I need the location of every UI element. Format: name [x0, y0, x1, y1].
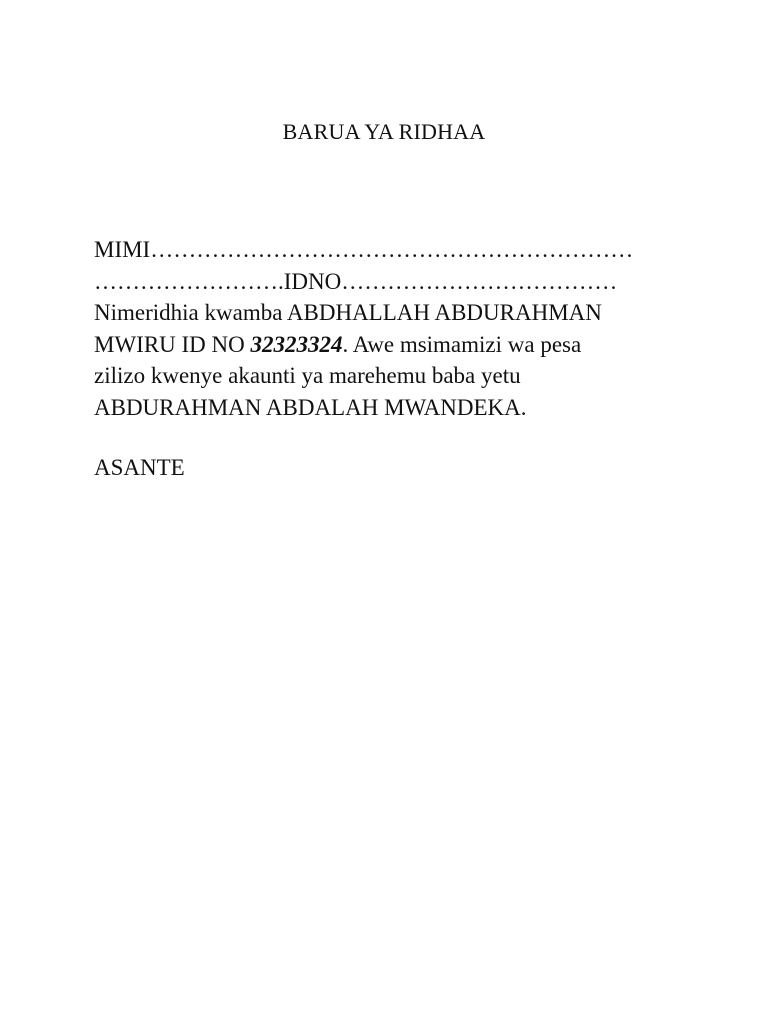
name-blank-dots-continued: …………………… — [94, 268, 278, 294]
id-line — [94, 266, 684, 298]
consent-line-4: ABDURAHMAN ABDALAH MWANDEKA. — [94, 394, 527, 420]
consent-line-1: Nimeridhia kwamba ABDHALLAH ABDURAHMAN — [94, 300, 602, 325]
closing-text: ASANTE — [94, 455, 185, 480]
letter-title: BARUA YA RIDHAA — [282, 119, 486, 144]
name-line — [94, 234, 684, 266]
id-blank-dots: ……………………………… — [341, 268, 618, 294]
id-number: 32323324 — [250, 331, 343, 357]
consent-line-2-suffix: . Awe msimamizi wa pesa — [342, 331, 582, 357]
name-label: MIMI — [94, 237, 151, 262]
consent-line-3: zilizo kwenye akaunti ya marehemu baba yetu — [94, 363, 521, 388]
id-label: .IDNO — [278, 268, 342, 294]
name-blank-dots: ……………………………………………………… — [150, 237, 634, 262]
letter-body — [94, 234, 684, 423]
consent-line-2 — [94, 329, 684, 361]
consent-line-2-prefix: MWIRU ID NO — [94, 331, 251, 357]
